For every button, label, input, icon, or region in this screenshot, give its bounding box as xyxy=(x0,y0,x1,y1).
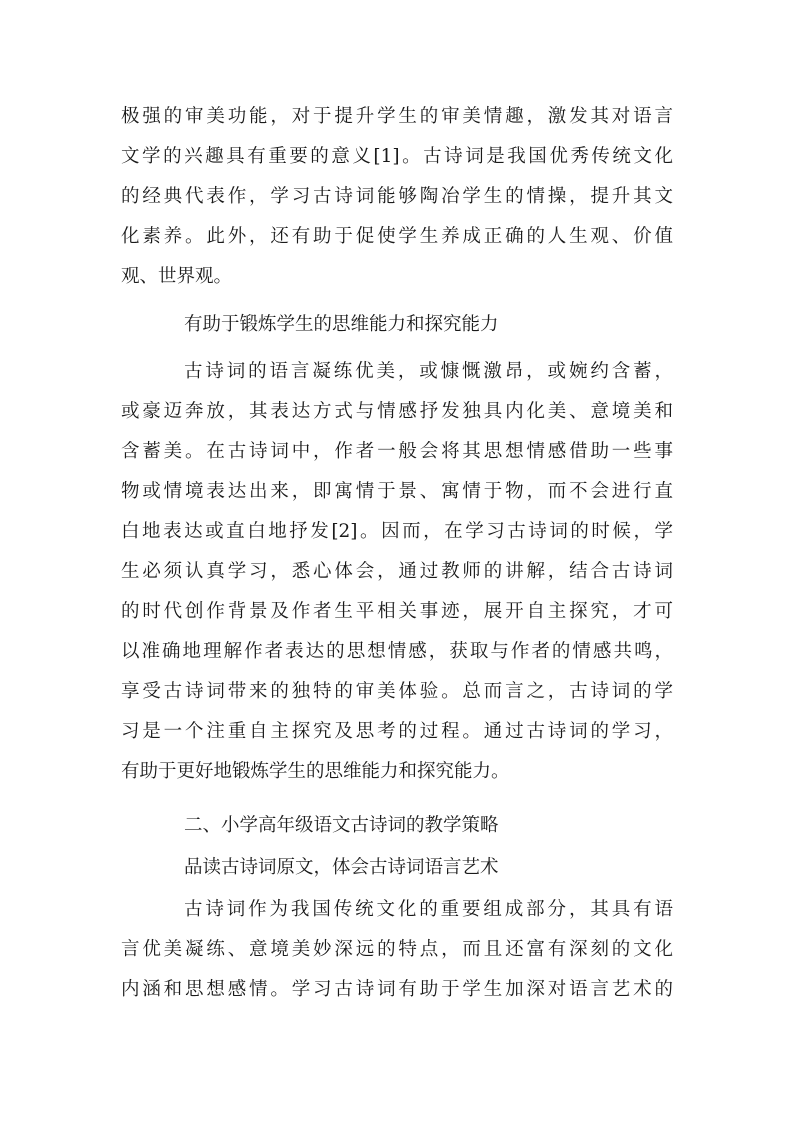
paragraph-line: 习是一个注重自主探究及思考的过程。通过古诗词的学习， xyxy=(121,721,673,742)
paragraph-line: 有助于更好地锻炼学生的思维能力和探究能力。 xyxy=(121,761,510,782)
paragraph-line: 极强的审美功能，对于提升学生的审美情趣，激发其对语言 xyxy=(121,106,673,127)
paragraph-line: 观、世界观。 xyxy=(121,266,233,287)
paragraph-line: 言优美凝练、意境美妙深远的特点，而且还富有深刻的文化 xyxy=(121,939,673,960)
paragraph-line: 化素养。此外，还有助于促使学生养成正确的人生观、价值 xyxy=(121,226,673,247)
paragraph-line: 含蓄美。在古诗词中，作者一般会将其思想情感借助一些事 xyxy=(121,441,673,462)
paragraph-line: 内涵和思想感情。学习古诗词有助于学生加深对语言艺术的 xyxy=(121,979,673,1000)
paragraph-line: 的时代创作背景及作者生平相关事迹，展开自主探究，才可 xyxy=(121,601,673,622)
chapter-heading: 二、小学高年级语文古诗词的教学策略 xyxy=(184,815,499,836)
paragraph-line: 古诗词作为我国传统文化的重要组成部分，其具有语 xyxy=(184,899,673,920)
paragraph-line: 享受古诗词带来的独特的审美体验。总而言之，古诗词的学 xyxy=(121,681,673,702)
paragraph-line: 的经典代表作，学习古诗词能够陶冶学生的情操，提升其文 xyxy=(121,186,673,207)
section-heading: 品读古诗词原文，体会古诗词语言艺术 xyxy=(184,857,499,878)
paragraph-line: 以准确地理解作者表达的思想情感，获取与作者的情感共鸣， xyxy=(121,641,673,662)
section-heading: 有助于锻炼学生的思维能力和探究能力 xyxy=(184,314,499,335)
paragraph-line: 生必须认真学习，悉心体会，通过教师的讲解，结合古诗词 xyxy=(121,561,673,582)
paragraph-line: 或豪迈奔放，其表达方式与情感抒发独具内化美、意境美和 xyxy=(121,401,673,422)
paragraph-line: 白地表达或直白地抒发[2]。因而，在学习古诗词的时候，学 xyxy=(121,521,673,542)
paragraph-line: 古诗词的语言凝练优美，或慷慨激昂，或婉约含蓄， xyxy=(184,361,673,382)
paragraph-line: 文学的兴趣具有重要的意义[1]。古诗词是我国优秀传统文化 xyxy=(121,146,673,167)
paragraph-line: 物或情境表达出来，即寓情于景、寓情于物，而不会进行直 xyxy=(121,481,673,502)
